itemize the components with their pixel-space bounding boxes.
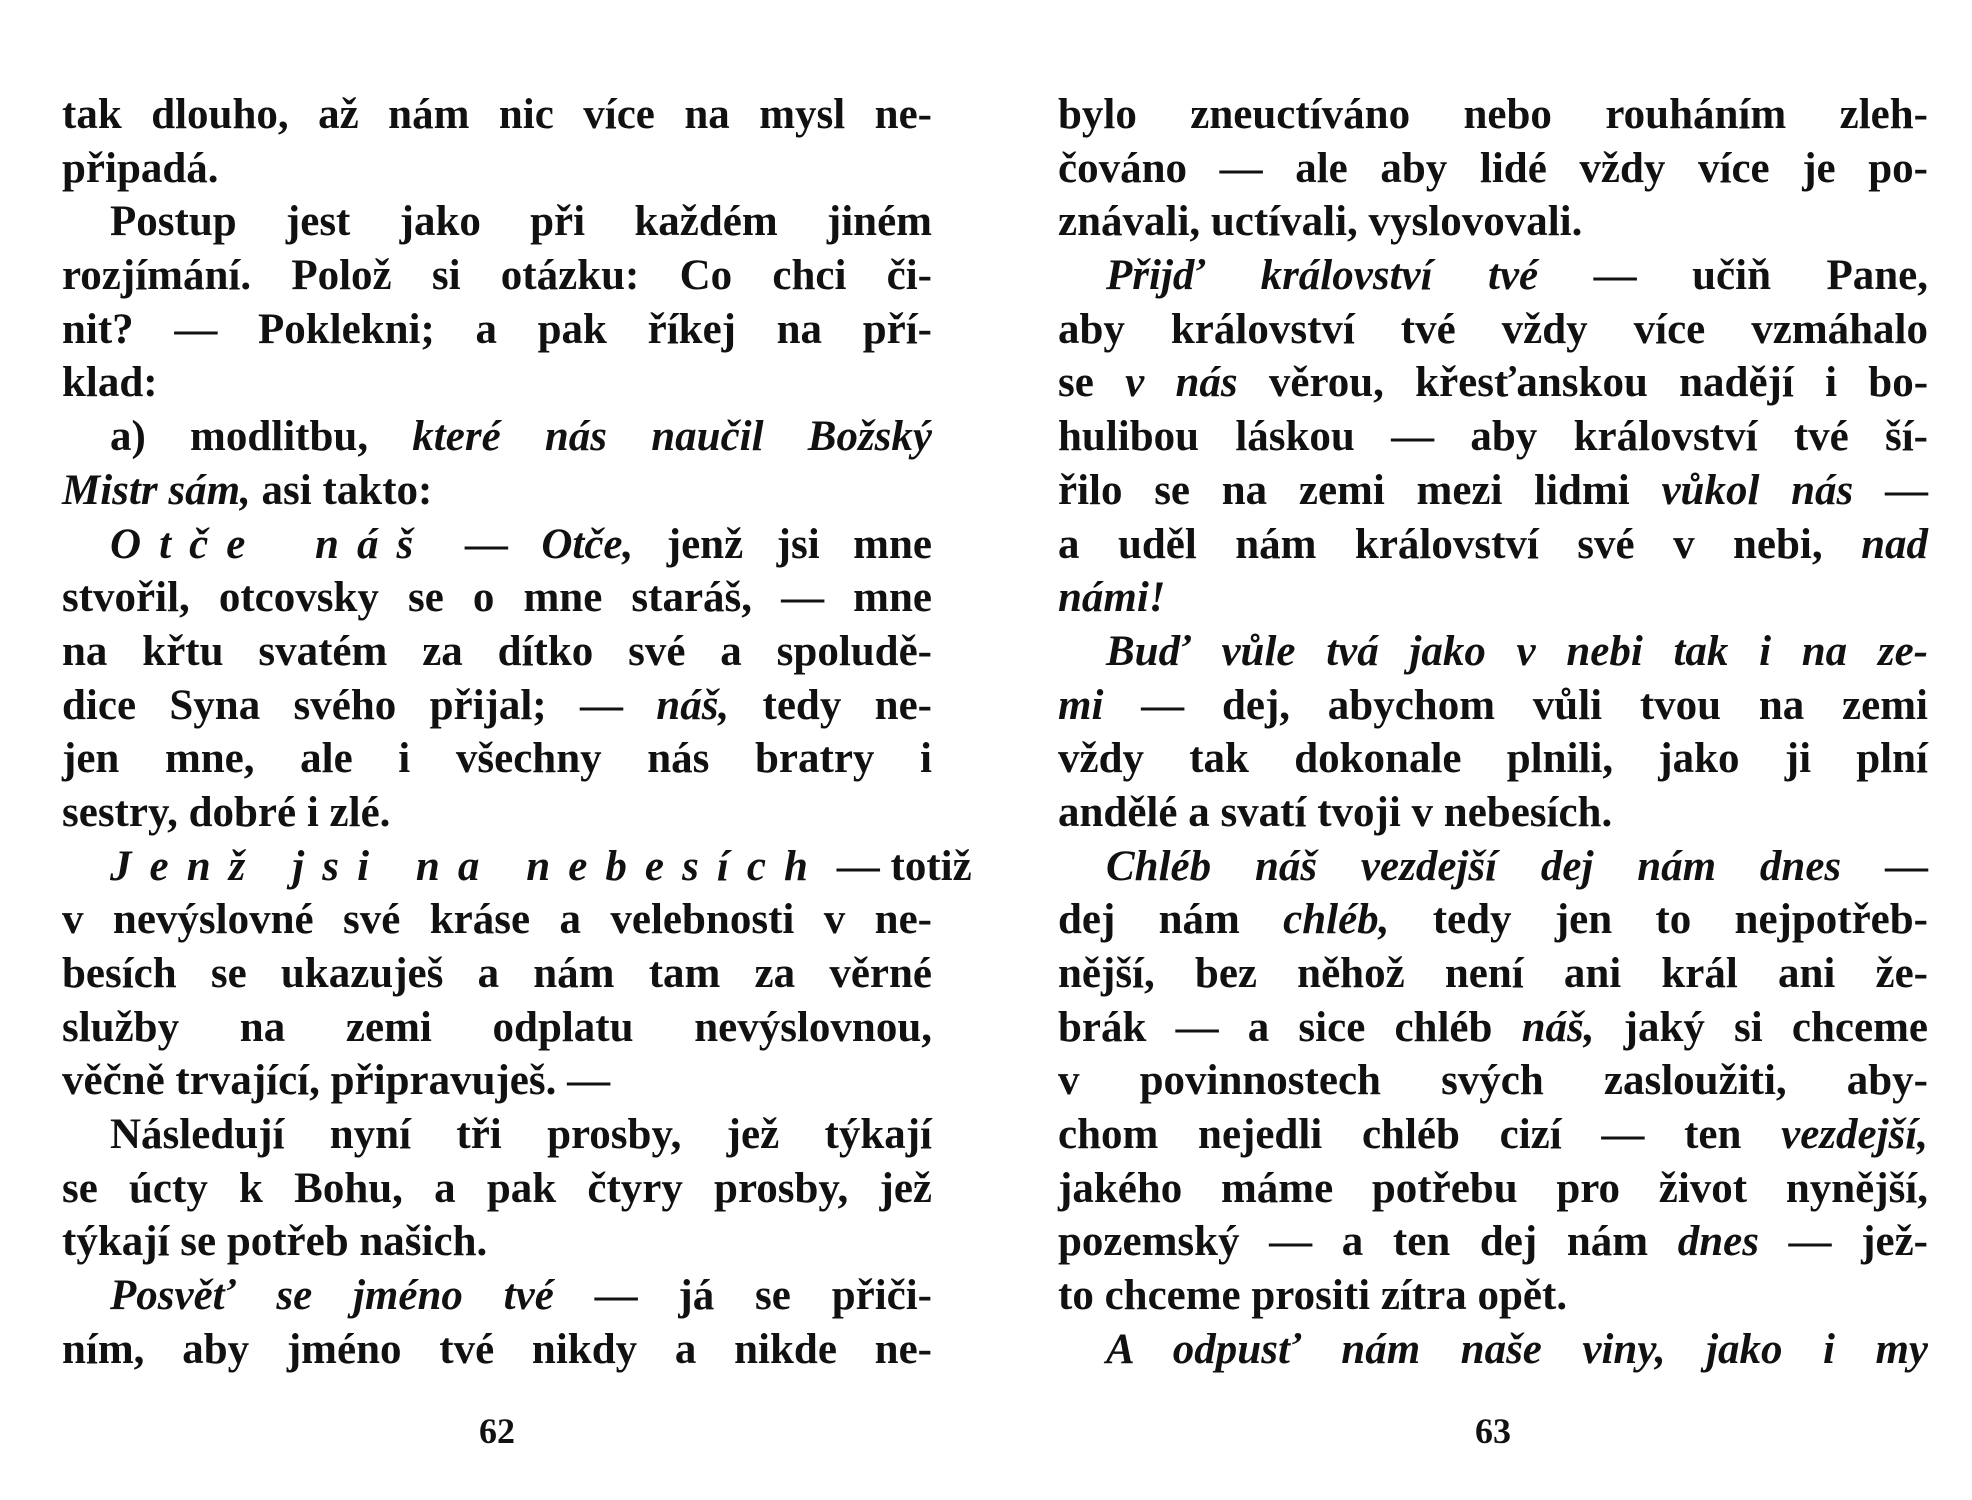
text-line [1058,571,1928,625]
text-line [62,518,932,572]
text-run: — [1841,842,1928,890]
text-run: dej nám [1058,896,1284,944]
italic-run: A odpusť nám naše viny, jako i my [1106,1325,1928,1373]
italic-run: Otče, [541,520,634,568]
text-run: řilo se na zemi mezi lidmi [1058,466,1662,514]
text-run: na křtu svatém za dítko své a spoludě- [62,627,932,675]
right-page-text [1058,88,1928,1377]
italic-run: náš, [656,681,730,729]
italic-run: nad [1861,520,1928,568]
text-line [1058,1215,1928,1269]
text-run: andělé a svatí tvoji v nebesích. [1058,788,1613,836]
text-run: — [1853,466,1928,514]
text-run: vždy tak dokonale plnili, jako ji plní [1058,735,1928,783]
text-run: pozemský — a ten dej nám [1058,1218,1678,1266]
text-line [62,1323,932,1377]
text-run: to chceme prositi zítra opět. [1058,1272,1568,1320]
spaced-italic-run: Otče náš [110,520,432,568]
text-line [1058,1269,1928,1323]
italic-run: které nás naučil Božský [412,413,932,461]
italic-run: chléb, [1283,896,1390,944]
text-line [62,356,932,410]
italic-run: Buď vůle tvá jako v nebi tak i na ze- [1106,627,1928,675]
text-line [1058,249,1928,303]
text-line [62,1001,932,1055]
text-run: bylo zneuctíváno nebo rouháním zleh- [1058,91,1928,138]
text-line [1058,1054,1928,1108]
text-run: hulibou láskou — aby království tvé ší- [1058,413,1928,461]
text-line [62,840,972,894]
italic-run: v nás [1125,359,1238,407]
left-page-text [62,88,972,1377]
italic-run: Chléb náš vezdejší dej nám dnes [1106,842,1842,890]
text-line [62,786,932,840]
left-page [62,88,972,1451]
text-line [1058,1001,1928,1055]
text-run: jaký si chceme [1594,1003,1928,1051]
text-run: rozjímání. Polož si otázku: Co chci či- [62,252,932,300]
text-run: tak dlouho, až nám nic více na mysl ne- [62,91,932,138]
text-run: klad: [62,359,158,407]
text-run: jen mne, ale i všechny nás bratry i [62,735,932,783]
text-line [1058,410,1928,464]
text-line [62,249,932,303]
text-line [62,1108,932,1162]
text-run: dice Syna svého přijal; — [62,681,657,729]
text-line [62,625,932,679]
text-line [62,732,932,786]
text-line [62,1215,932,1269]
text-line [62,947,932,1001]
text-run: a) modlitbu, [110,413,413,461]
text-line [62,464,932,518]
text-run: v povinnostech svých zasloužiti, aby- [1058,1057,1928,1105]
text-run: a uděl nám království své v nebi, [1058,520,1862,568]
text-run: tedy jen to nejpotřeb- [1389,896,1928,944]
text-run: — učiň Pane, [1538,252,1928,300]
text-line [62,88,932,142]
italic-run: náš, [1521,1003,1595,1051]
text-run: — [431,520,542,568]
text-line [62,571,932,625]
text-run: jakého máme potřebu pro život nynější, [1058,1164,1928,1212]
text-line [1058,356,1928,410]
text-run: — já se přiči- [553,1272,932,1320]
text-line [62,195,932,249]
text-line [1058,893,1928,947]
spaced-italic-run: Jenž jsi na nebesích [110,842,826,890]
text-run: tedy ne- [729,681,932,729]
text-line [1058,679,1928,733]
text-line [62,1054,932,1108]
text-run: služby na zemi odplatu nevýslovnou, [62,1003,932,1051]
page-number: 63 [1475,1411,1511,1451]
text-run: čováno — ale aby lidé vždy více je po- [1058,144,1928,192]
italic-run: Posvěť se jméno tvé [110,1272,554,1320]
text-run: věčně trvající, připravuješ. — [62,1057,611,1105]
text-line [62,679,932,733]
text-run: Následují nyní tři prosby, jež týkají [110,1111,932,1159]
text-run: — jež- [1758,1218,1928,1266]
text-line [1058,303,1928,357]
text-line [62,893,932,947]
text-line [1058,88,1928,142]
italic-run: mi [1058,681,1104,729]
text-line [1058,732,1928,786]
text-run: besích se ukazuješ a nám tam za věrné [62,950,932,997]
text-run: v nevýslovné své kráse a velebnosti v ne- [62,896,932,944]
text-run: — dej, abychom vůli tvou na zemi [1103,681,1928,729]
text-line [62,303,932,357]
text-run: připadá. [62,144,219,192]
italic-run: námi! [1058,574,1166,622]
italic-run: vůkol nás [1661,466,1854,514]
text-line [1058,625,1928,679]
text-line [1058,947,1928,1001]
text-run: aby království tvé vždy více vzmáhalo [1058,305,1928,353]
text-line [1058,195,1928,249]
text-line [1058,142,1928,196]
text-line [62,1269,932,1323]
italic-run: vezdejší, [1781,1111,1928,1159]
text-line [1058,840,1928,894]
italic-run: dnes [1677,1218,1759,1266]
page-number: 62 [479,1411,515,1451]
text-run: sestry, dobré i zlé. [62,788,391,836]
text-line [1058,1162,1928,1216]
text-line [1058,1323,1928,1377]
right-page [1058,88,1929,1451]
text-line [62,1162,932,1216]
text-run: asi takto: [250,466,433,514]
text-run: ním, aby jméno tvé nikdy a nikde ne- [62,1325,932,1373]
text-line [1058,518,1928,572]
text-run: brák — a sice chléb [1058,1003,1522,1051]
text-run: jenž jsi mne [633,520,932,568]
text-run: chom nejedli chléb cizí — ten [1058,1111,1782,1159]
text-run: věrou, křesťanskou nadějí i bo- [1237,359,1929,407]
italic-run: Přijď království tvé [1106,252,1539,300]
text-line [1058,786,1928,840]
text-run: se úcty k Bohu, a pak čtyry prosby, jež [62,1164,932,1212]
text-run: znávali, uctívali, vyslovovali. [1058,198,1583,246]
text-run: nit? — Poklekni; a pak říkej na pří- [62,305,932,353]
text-line [62,410,932,464]
italic-run: Mistr sám, [62,466,251,514]
text-run: se [1058,359,1126,407]
text-run: Postup jest jako při každém jiném [110,198,932,246]
text-line [1058,464,1928,518]
text-line [62,142,932,196]
text-line [1058,1108,1928,1162]
text-run: nější, bez něhož není ani král ani že- [1058,950,1928,997]
text-run: stvořil, otcovsky se o mne staráš, — mne [62,574,932,622]
text-run: — totiž [826,842,972,890]
text-run: týkají se potřeb našich. [62,1218,488,1266]
